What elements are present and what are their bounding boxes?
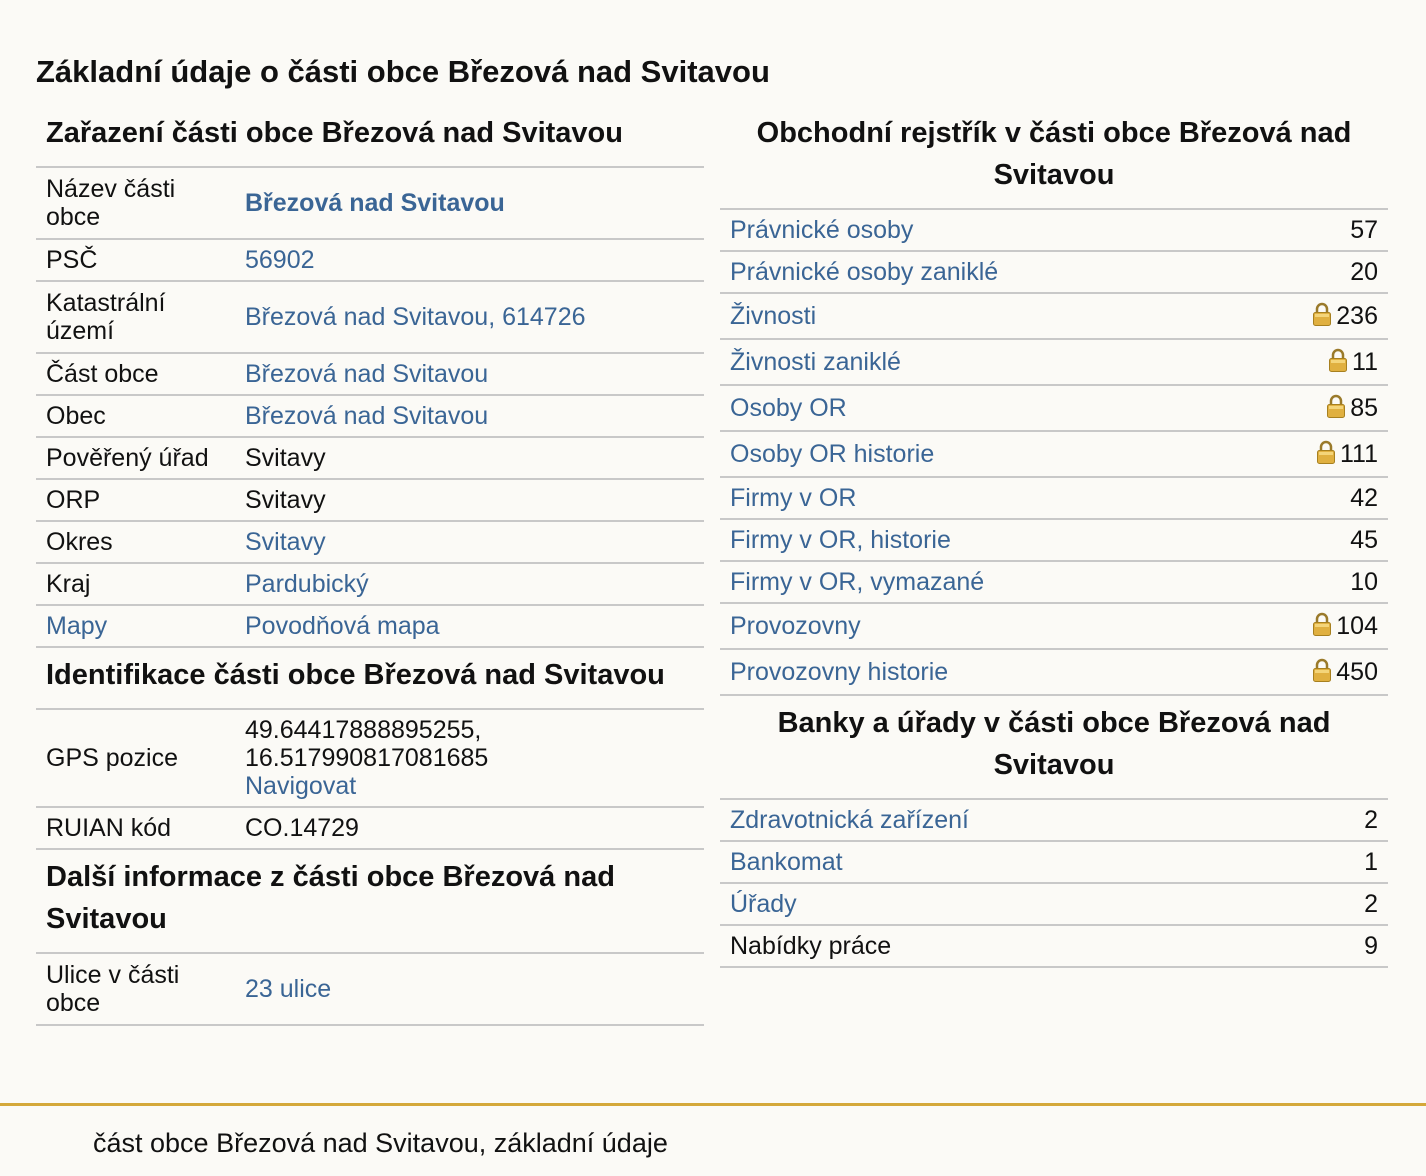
rejstrik-count-3: 11: [1352, 348, 1378, 376]
lock-icon: [1316, 440, 1336, 464]
rejstrik-table: [720, 208, 1388, 696]
page-title: Základní údaje o části obce Březová nad Svitavou: [36, 54, 770, 89]
table-row: [36, 709, 704, 807]
table-row: [36, 281, 704, 353]
table-row: [720, 477, 1388, 519]
rejstrik-count-8: 10: [1350, 568, 1378, 596]
banky-count-3: 9: [1364, 932, 1378, 960]
rejstrik-count-4: 85: [1350, 394, 1378, 422]
navigovat-link[interactable]: Navigovat: [245, 772, 357, 800]
table-row: [720, 293, 1388, 339]
cast-obce-link[interactable]: Březová nad Svitavou: [245, 360, 489, 388]
row-label: Katastrální území: [36, 281, 235, 353]
rejstrik-label-9[interactable]: Provozovny: [730, 612, 861, 640]
right-column: [720, 112, 1388, 968]
table-row: [720, 925, 1388, 967]
kraj-link[interactable]: Pardubický: [245, 570, 369, 598]
table-row: [720, 649, 1388, 695]
rejstrik-count-10: 450: [1336, 658, 1378, 686]
lock-icon: [1328, 348, 1348, 372]
table-row: [36, 239, 704, 281]
rejstrik-count-2: 236: [1336, 302, 1378, 330]
table-row: [720, 799, 1388, 841]
table-row: [36, 521, 704, 563]
banky-table: [720, 798, 1388, 968]
rejstrik-count-0: 57: [1350, 216, 1378, 244]
table-row: [36, 563, 704, 605]
banky-label-3: Nabídky práce: [730, 932, 892, 960]
table-row: [720, 603, 1388, 649]
rejstrik-label-10[interactable]: Provozovny historie: [730, 658, 949, 686]
rejstrik-label-7[interactable]: Firmy v OR, historie: [730, 526, 951, 554]
banky-count-1: 1: [1364, 848, 1378, 876]
obec-link[interactable]: Březová nad Svitavou: [245, 402, 489, 430]
row-label: Pověřený úřad: [36, 437, 235, 479]
table-row: [720, 519, 1388, 561]
banky-count-2: 2: [1364, 890, 1378, 918]
rejstrik-count-7: 45: [1350, 526, 1378, 554]
left-column: [36, 112, 704, 1026]
zarazeni-table: [36, 166, 704, 648]
table-row: [720, 883, 1388, 925]
rejstrik-count-5: 111: [1339, 440, 1378, 468]
row-label: Kraj: [36, 563, 235, 605]
lock-icon: [1326, 394, 1346, 418]
dalsi-heading: Další informace z části obce Březová nad Svitavou: [46, 861, 615, 935]
rejstrik-label-8[interactable]: Firmy v OR, vymazané: [730, 568, 985, 596]
ruian-value: CO.14729: [235, 807, 704, 849]
banky-label-1[interactable]: Bankomat: [730, 848, 843, 876]
table-row: [36, 167, 704, 239]
rejstrik-count-1: 20: [1350, 258, 1378, 286]
row-label: PSČ: [36, 239, 235, 281]
orp-value: Svitavy: [235, 479, 704, 521]
row-label: Ulice v části obce: [36, 953, 235, 1025]
banky-label-0[interactable]: Zdravotnická zařízení: [730, 806, 969, 834]
table-row: [720, 251, 1388, 293]
identifikace-table: [36, 708, 704, 850]
table-row: [720, 841, 1388, 883]
gps-latitude: 49.64417888895255,: [245, 716, 482, 744]
table-row: [720, 385, 1388, 431]
psc-link[interactable]: 56902: [245, 246, 315, 274]
banky-heading: Banky a úřady v části obce Březová nad Svitavou: [777, 707, 1331, 781]
row-label: GPS pozice: [36, 709, 235, 807]
banky-label-2[interactable]: Úřady: [730, 890, 797, 918]
mapy-link[interactable]: Mapy: [46, 612, 108, 640]
rejstrik-heading: Obchodní rejstřík v části obce Březová nad Svitavou: [756, 117, 1352, 191]
povereny-urad-value: Svitavy: [235, 437, 704, 479]
row-label: RUIAN kód: [36, 807, 235, 849]
table-row: [36, 395, 704, 437]
rejstrik-label-0[interactable]: Právnické osoby: [730, 216, 914, 244]
katastralni-uzemi-link[interactable]: Březová nad Svitavou, 614726: [245, 303, 586, 331]
lock-icon: [1312, 612, 1332, 636]
footer-text: část obce Březová nad Svitavou, základní údaje: [93, 1128, 668, 1158]
lock-icon: [1312, 658, 1332, 682]
table-row: [36, 953, 704, 1025]
rejstrik-label-2[interactable]: Živnosti: [730, 302, 817, 330]
rejstrik-count-6: 42: [1350, 484, 1378, 512]
rejstrik-label-4[interactable]: Osoby OR: [730, 394, 847, 422]
row-label: Obec: [36, 395, 235, 437]
rejstrik-count-9: 104: [1336, 612, 1378, 640]
povodnova-mapa-link[interactable]: Povodňová mapa: [245, 612, 440, 640]
table-row: [36, 605, 704, 647]
table-row: [36, 353, 704, 395]
table-row: [720, 339, 1388, 385]
table-row: [720, 431, 1388, 477]
dalsi-table: [36, 952, 704, 1026]
rejstrik-label-3[interactable]: Živnosti zaniklé: [730, 348, 901, 376]
lock-icon: [1312, 302, 1332, 326]
rejstrik-label-1[interactable]: Právnické osoby zaniklé: [730, 258, 999, 286]
table-row: [720, 209, 1388, 251]
table-row: [36, 437, 704, 479]
table-row: [36, 807, 704, 849]
footer-divider: [0, 1103, 1426, 1106]
table-row: [36, 479, 704, 521]
row-label: Okres: [36, 521, 235, 563]
row-label: ORP: [36, 479, 235, 521]
rejstrik-label-6[interactable]: Firmy v OR: [730, 484, 857, 512]
row-label: Název části obce: [36, 167, 235, 239]
gps-longitude: 16.517990817081685: [245, 744, 489, 772]
ulice-link[interactable]: 23 ulice: [245, 975, 332, 1003]
okres-link[interactable]: Svitavy: [245, 528, 326, 556]
zarazeni-heading: Zařazení části obce Březová nad Svitavou: [46, 117, 623, 149]
row-label: Část obce: [36, 353, 235, 395]
identifikace-heading: Identifikace části obce Březová nad Svitavou: [46, 659, 665, 691]
nazev-link[interactable]: Březová nad Svitavou: [245, 189, 505, 217]
rejstrik-label-5[interactable]: Osoby OR historie: [730, 440, 935, 468]
table-row: [720, 561, 1388, 603]
banky-count-0: 2: [1364, 806, 1378, 834]
